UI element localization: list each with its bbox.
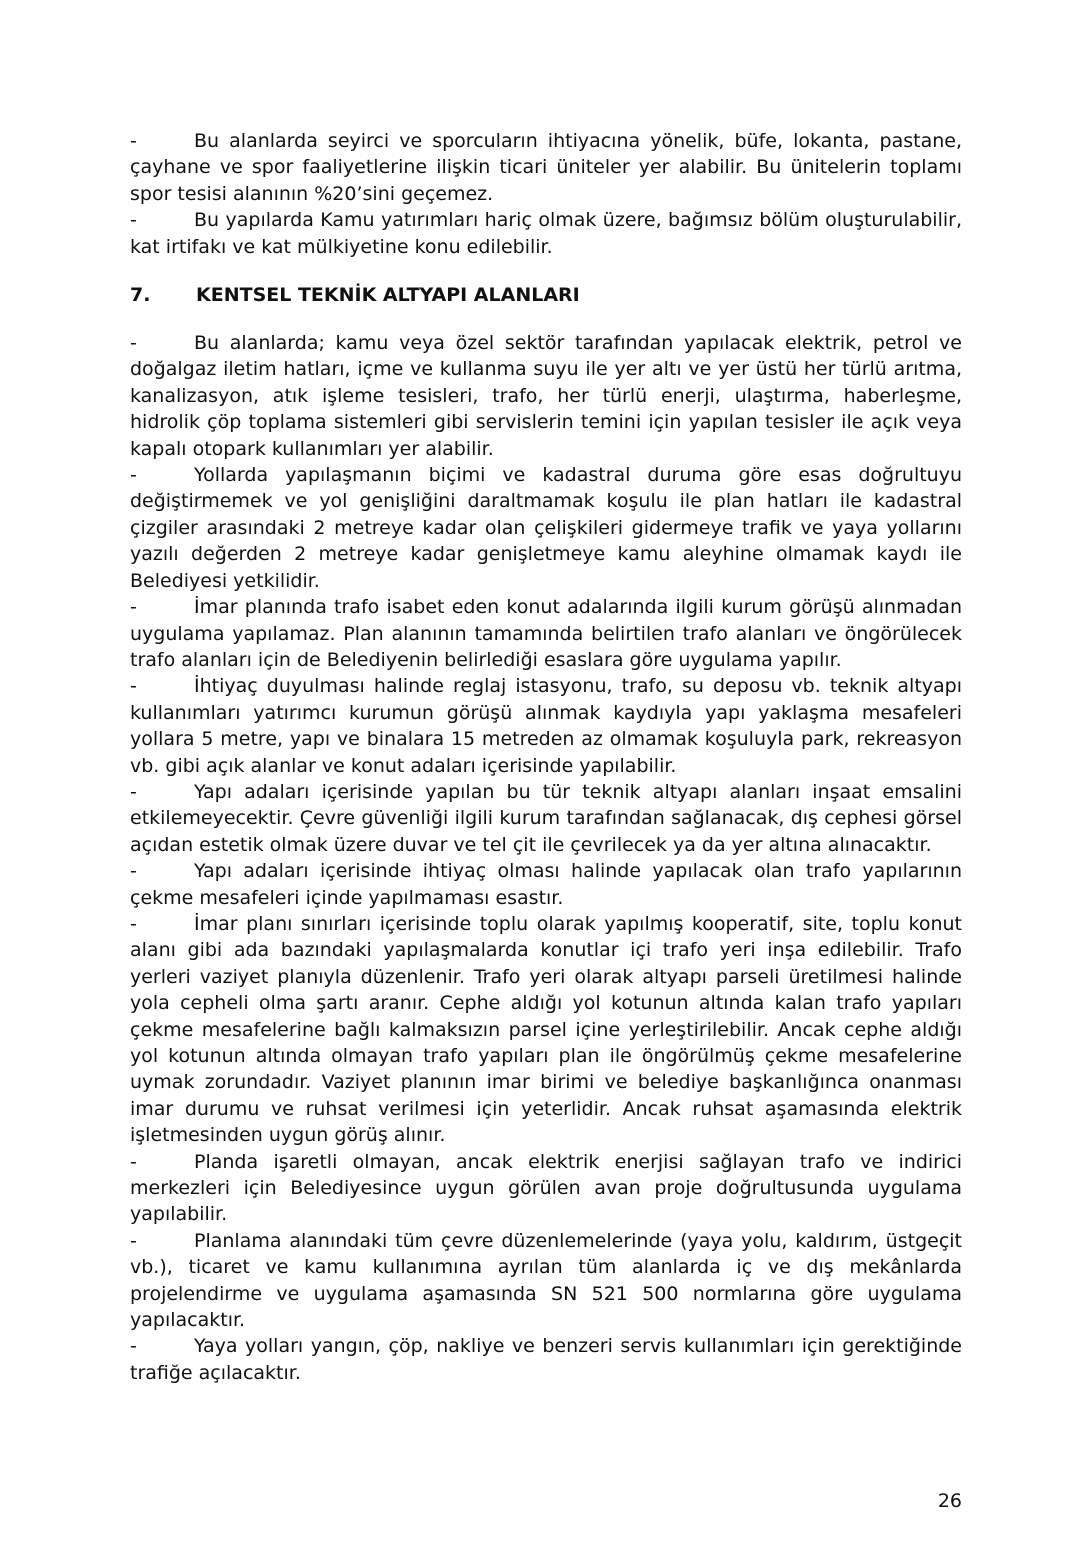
list-item-text: Yapı adaları içerisinde yapılan bu tür teknik altyapı alanları inşaat emsalini etkilemeyecektir. Çevre güvenliği ilgili kurum tarafından sağlanacak, dış cephesi görsel açıdan estetik olmak üzere duvar ve tel çit ile çevrilecek ya da yer altına alınacaktır. [130, 780, 962, 856]
bullet-dash: - [130, 860, 137, 883]
list-item [130, 462, 962, 594]
list-item [130, 207, 962, 260]
bullet-dash: - [130, 332, 137, 355]
list-item [130, 1333, 962, 1386]
list-item [130, 858, 962, 911]
bullet-dash: - [130, 912, 137, 935]
section-list [130, 330, 962, 1386]
bullet-dash: - [130, 596, 137, 619]
list-item-text: Bu alanlarda; kamu veya özel sektör tarafından yapılacak elektrik, petrol ve doğalgaz iletim hatları, içme ve kullanma suyu ile yer altı ve yer üstü her türlü arıtma, kanalizasyon, atık işleme tesisleri, trafo, her türlü enerji, ulaştırma, haberleşme, hidrolik çöp toplama sistemleri gibi servislerin temini için yapılan tesisler ile açık veya kapalı otopark kullanımları yer alabilir. [130, 332, 962, 460]
list-item-text: İhtiyaç duyulması halinde reglaj istasyonu, trafo, su deposu vb. teknik altyapı kullanımları yatırımcı kurumun görüşü alınmak kaydıyla yapı yaklaşma mesafeleri yollara 5 metre, yapı ve binalara 15 metreden az olmamak koşuluyla park, rekreasyon vb. gibi açık alanlar ve konut adaları içerisinde yapılabilir. [130, 675, 962, 777]
bullet-dash: - [130, 780, 137, 803]
list-item-text: Planlama alanındaki tüm çevre düzenlemelerinde (yaya yolu, kaldırım, üstgeçit vb.), ticaret ve kamu kullanımına ayrılan tüm alanlarda iç ve dış mekânlarda projelendirme ve uygulama aşamasında SN 521 500 normlarına göre uygulama yapılacaktır. [130, 1229, 962, 1332]
list-item [130, 673, 962, 779]
bullet-dash: - [130, 130, 137, 152]
section-title: KENTSEL TEKNİK ALTYAPI ALANLARI [196, 284, 580, 307]
bullet-dash: - [130, 675, 137, 698]
section-heading [130, 282, 962, 308]
intro-list [130, 128, 962, 260]
list-item [130, 330, 962, 462]
list-item [130, 911, 962, 1149]
list-item-text: Bu yapılarda Kamu yatırımları hariç olmak üzere, bağımsız bölüm oluşturulabilir, kat irtifakı ve kat mülkiyetine konu edilebilir. [130, 209, 962, 258]
bullet-dash: - [130, 464, 137, 487]
document-page [130, 128, 962, 1386]
bullet-dash: - [130, 1150, 137, 1173]
list-item-text: Yollarda yapılaşmanın biçimi ve kadastral duruma göre esas doğrultuyu değiştirmemek ve yol genişliğini daraltmamak koşulu ile plan hatları ile kadastral çizgiler arasındaki 2 metreye kadar olan çelişkileri gidermeye trafik ve yaya yollarını yazılı değerden 2 metreye kadar genişletmeye kamu aleyhine olmamak kaydı ile Belediyesi yetkilidir. [130, 464, 962, 592]
page-number: 26 [937, 1490, 962, 1512]
list-item [130, 1228, 962, 1334]
section-number: 7. [130, 284, 151, 307]
list-item [130, 594, 962, 673]
list-item-text: Bu alanlarda seyirci ve sporcuların ihtiyacına yönelik, büfe, lokanta, pastane, çayhane ve spor faaliyetlerine ilişkin ticari üniteler yer alabilir. Bu ünitelerin toplamı spor tesisi alanının %20’sini geçemez. [130, 130, 962, 205]
list-item [130, 779, 962, 858]
list-item-text: Yaya yolları yangın, çöp, nakliye ve benzeri servis kullanımları için gerektiğinde trafiğe açılacaktır. [130, 1335, 962, 1384]
bullet-dash: - [130, 1335, 137, 1358]
list-item [130, 1149, 962, 1228]
bullet-dash: - [130, 1229, 137, 1252]
list-item [130, 128, 962, 207]
list-item-text: İmar planı sınırları içerisinde toplu olarak yapılmış kooperatif, site, toplu konut alanı gibi ada bazındaki yapılaşmalarda konutlar içi trafo yeri inşa edilebilir. Trafo yerleri vaziyet planıyla düzenlenir. Trafo yeri olarak altyapı parseli üretilmesi halinde yola cepheli olma şartı aranır. Cephe aldığı yol kotunun altında kalan trafo yapıları çekme mesafelerine bağlı kalmaksızın parsel içine yerleştirilebilir. Ancak cephe aldığı yol kotunun altında olmayan trafo yapıları plan ile öngörülmüş çekme mesafelerine uymak zorundadır. Vaziyet planının imar birimi ve belediye başkanlığınca onanması imar durumu ve ruhsat verilmesi için yeterlidir. Ancak ruhsat aşamasında elektrik işletmesinden uygun görüş alınır. [130, 912, 962, 1147]
bullet-dash: - [130, 209, 137, 232]
list-item-text: Yapı adaları içerisinde ihtiyaç olması halinde yapılacak olan trafo yapılarının çekme mesafeleri içinde yapılmaması esastır. [130, 860, 962, 909]
list-item-text: İmar planında trafo isabet eden konut adalarında ilgili kurum görüşü alınmadan uygulama yapılamaz. Plan alanının tamamında belirtilen trafo alanları ve öngörülecek trafo alanları için de Belediyenin belirlediği esaslara göre uygulama yapılır. [130, 596, 962, 671]
list-item-text: Planda işaretli olmayan, ancak elektrik enerjisi sağlayan trafo ve indirici merkezleri için Belediyesince uygun görülen avan proje doğrultusunda uygulama yapılabilir. [130, 1150, 962, 1226]
